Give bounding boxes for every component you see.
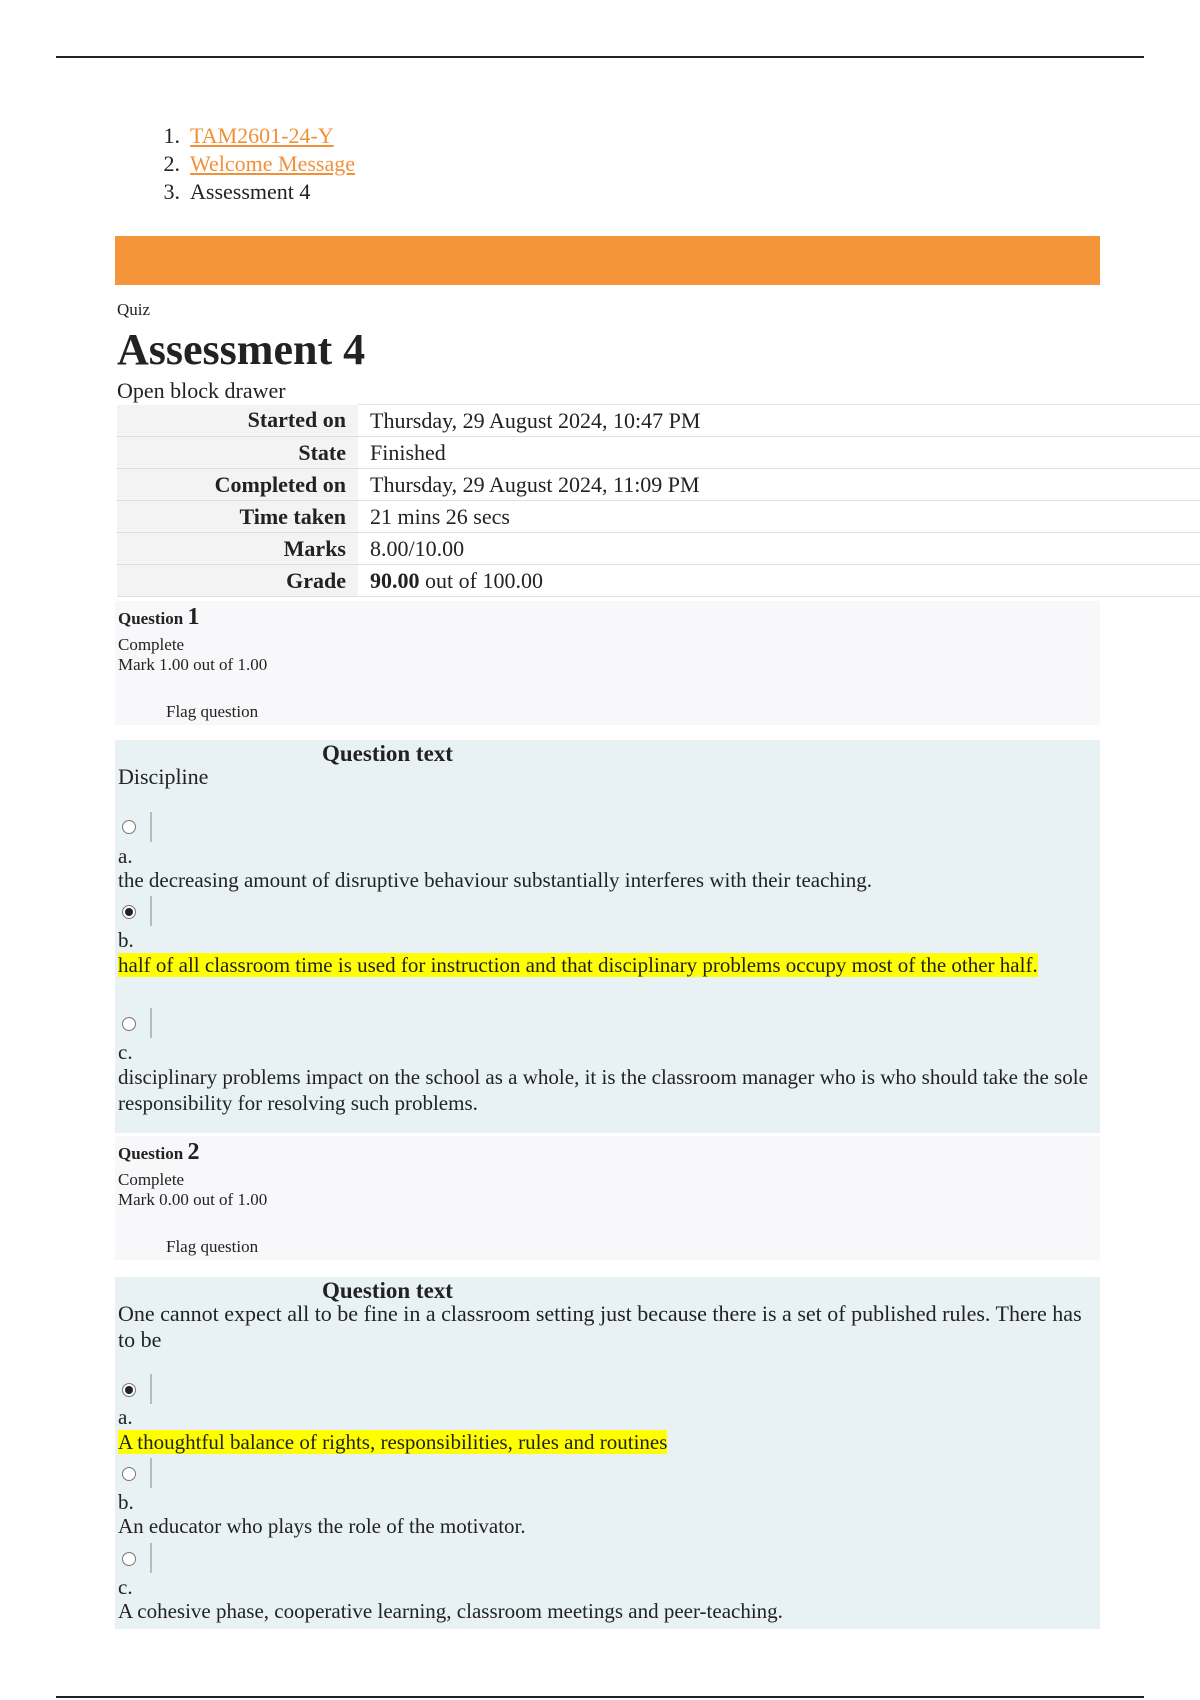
summary-row-completed (117, 469, 1200, 501)
answer-option-b[interactable] (118, 952, 1098, 978)
question-number (118, 604, 199, 631)
answer-letter: a. (118, 844, 133, 868)
page-title: Assessment 4 (117, 325, 366, 374)
answer-divider (150, 1543, 152, 1573)
answer-letter: c. (118, 1040, 133, 1064)
summary-value: Thursday, 29 August 2024, 10:47 PM (358, 405, 1200, 437)
summary-row-marks (117, 533, 1200, 565)
breadcrumb-item-welcome (152, 150, 355, 178)
summary-label: State (117, 437, 358, 469)
breadcrumb-number: 3. (163, 179, 180, 204)
answer-letter: a. (118, 1405, 133, 1429)
answer-divider (150, 812, 152, 842)
answer-divider (150, 1458, 152, 1488)
answer-divider (150, 1008, 152, 1038)
question-number-value: 1 (187, 604, 200, 630)
answer-option-c[interactable] (118, 1064, 1098, 1116)
flag-question-button[interactable]: Flag question (166, 702, 259, 721)
answer-option-b[interactable] (118, 1513, 1098, 1539)
answer-letter: b. (118, 1490, 134, 1514)
answer-text: A cohesive phase, cooperative learning, classroom meetings and peer-teaching. (118, 1599, 783, 1623)
breadcrumb-item-course (152, 122, 355, 150)
top-rule (56, 56, 1144, 58)
question-content-1 (115, 740, 1100, 1133)
attempt-summary-table (117, 404, 1200, 597)
open-block-drawer-button[interactable]: Open block drawer (117, 378, 286, 403)
answer-option-a[interactable] (118, 867, 1098, 893)
bottom-rule (56, 1696, 1144, 1698)
question-mark: Mark 1.00 out of 1.00 (118, 655, 268, 674)
question-text-label: Question text (322, 1278, 453, 1303)
question-content-2 (115, 1277, 1100, 1629)
breadcrumb-item-current (152, 178, 355, 206)
question-label: Question (118, 1144, 188, 1163)
summary-row-state (117, 437, 1200, 469)
page-header-banner (115, 236, 1100, 285)
answer-text: the decreasing amount of disruptive behaviour substantially interferes with their teaching. (118, 868, 873, 892)
question-number-value: 2 (187, 1139, 200, 1165)
answer-divider (150, 1374, 152, 1404)
answer-text: An educator who plays the role of the motivator. (118, 1514, 526, 1538)
question-state: Complete (118, 635, 185, 654)
activity-type-label: Quiz (117, 300, 151, 319)
summary-value (358, 565, 1200, 597)
answer-option-c[interactable] (118, 1598, 1098, 1624)
question-text-label: Question text (322, 741, 453, 766)
answer-text-selected: A thoughtful balance of rights, responsibilities, rules and routines (118, 1430, 668, 1454)
answer-divider (150, 896, 152, 926)
answer-radio-c[interactable] (122, 1017, 136, 1031)
answer-letter: c. (118, 1575, 133, 1599)
question-number (118, 1139, 199, 1166)
summary-row-started (117, 405, 1200, 437)
summary-value: 21 mins 26 secs (358, 501, 1200, 533)
summary-label: Time taken (117, 501, 358, 533)
answer-radio-b[interactable] (122, 905, 136, 919)
question-prompt: Discipline (118, 764, 209, 789)
breadcrumb-link-welcome[interactable]: Welcome Message (190, 151, 355, 176)
question-mark: Mark 0.00 out of 1.00 (118, 1190, 268, 1209)
answer-radio-a[interactable] (122, 1383, 136, 1397)
flag-question-button[interactable]: Flag question (166, 1237, 259, 1256)
answer-radio-b[interactable] (122, 1467, 136, 1481)
breadcrumb-number: 2. (163, 151, 180, 176)
answer-text-selected: half of all classroom time is used for instruction and that disciplinary problems occupy most of the other half. (118, 953, 1038, 977)
grade-value: 90.00 (370, 567, 420, 593)
summary-label: Started on (117, 405, 358, 437)
summary-label: Grade (117, 565, 358, 597)
summary-label: Completed on (117, 469, 358, 501)
summary-row-time (117, 501, 1200, 533)
question-label: Question (118, 609, 188, 628)
question-info-1 (115, 601, 1100, 725)
summary-value: Finished (358, 437, 1200, 469)
breadcrumb-number: 1. (163, 123, 180, 148)
answer-letter: b. (118, 928, 134, 952)
grade-out-of: out of 100.00 (419, 567, 543, 593)
breadcrumb-link-course[interactable]: TAM2601-24-Y (190, 123, 334, 148)
summary-value: Thursday, 29 August 2024, 11:09 PM (358, 469, 1200, 501)
breadcrumb-current-label: Assessment 4 (190, 179, 311, 204)
answer-option-a[interactable] (118, 1429, 1098, 1455)
answer-text: disciplinary problems impact on the school as a whole, it is the classroom manager who is who should take the sole responsibility for resolving such problems. (118, 1065, 1088, 1115)
summary-label: Marks (117, 533, 358, 565)
summary-row-grade (117, 565, 1200, 597)
question-state: Complete (118, 1170, 185, 1189)
question-info-2 (115, 1136, 1100, 1260)
answer-radio-a[interactable] (122, 820, 136, 834)
answer-radio-c[interactable] (122, 1552, 136, 1566)
question-prompt: One cannot expect all to be fine in a classroom setting just because there is a set of published rules. There has to be (118, 1301, 1082, 1352)
summary-value: 8.00/10.00 (358, 533, 1200, 565)
breadcrumb (152, 122, 355, 206)
